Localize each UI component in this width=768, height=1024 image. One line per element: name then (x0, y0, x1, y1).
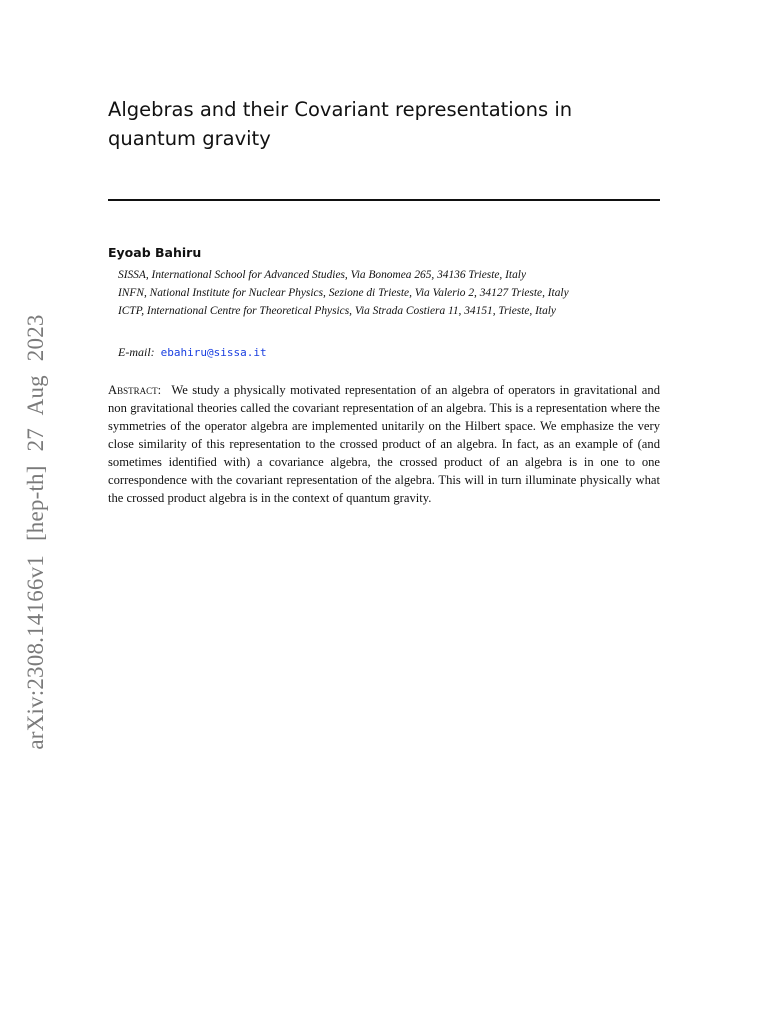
abstract (108, 381, 660, 507)
email-label: E-mail: (118, 345, 155, 359)
author-name: Eyoab Bahiru (108, 245, 202, 260)
email-line (118, 345, 267, 360)
arxiv-identifier-stamp: arXiv:2308.14166v1 [hep-th] 27 Aug 2023 (23, 314, 48, 750)
affiliation-ictp: ICTP, International Centre for Theoretical Physics, Via Strada Costiera 11, 34151, Trieste, Italy (118, 305, 556, 317)
abstract-label: Abstract: (108, 383, 162, 397)
paper-title: Algebras and their Covariant representations in quantum gravity (108, 98, 573, 150)
affiliation-sissa: SISSA, International School for Advanced Studies, Via Bonomea 265, 34136 Trieste, Italy (118, 269, 527, 281)
affiliation-infn: INFN, National Institute for Nuclear Physics, Sezione di Trieste, Via Valerio 2, 34127 Trieste, Italy (118, 287, 569, 299)
email-link[interactable]: ebahiru@sissa.it (160, 346, 267, 359)
abstract-text: We study a physically motivated representation of an algebra of operators in gravitational and non gravitational theories called the covariant representation of an algebra. This is a representation where the symmetries of the operator algebra are implemented unitarily on the Hilbert space. We emphasize the very close similarity of this representation to the crossed product of an algebra. In fact, as an example of (and sometimes identified with) a covariance algebra, the crossed product of an algebra is in one to one correspondence with the covariant representation of the algebra. This will in turn illuminate physically what the crossed product algebra is in the context of quantum gravity. (108, 383, 660, 505)
title-divider (108, 199, 660, 201)
affiliations-block (118, 267, 662, 321)
